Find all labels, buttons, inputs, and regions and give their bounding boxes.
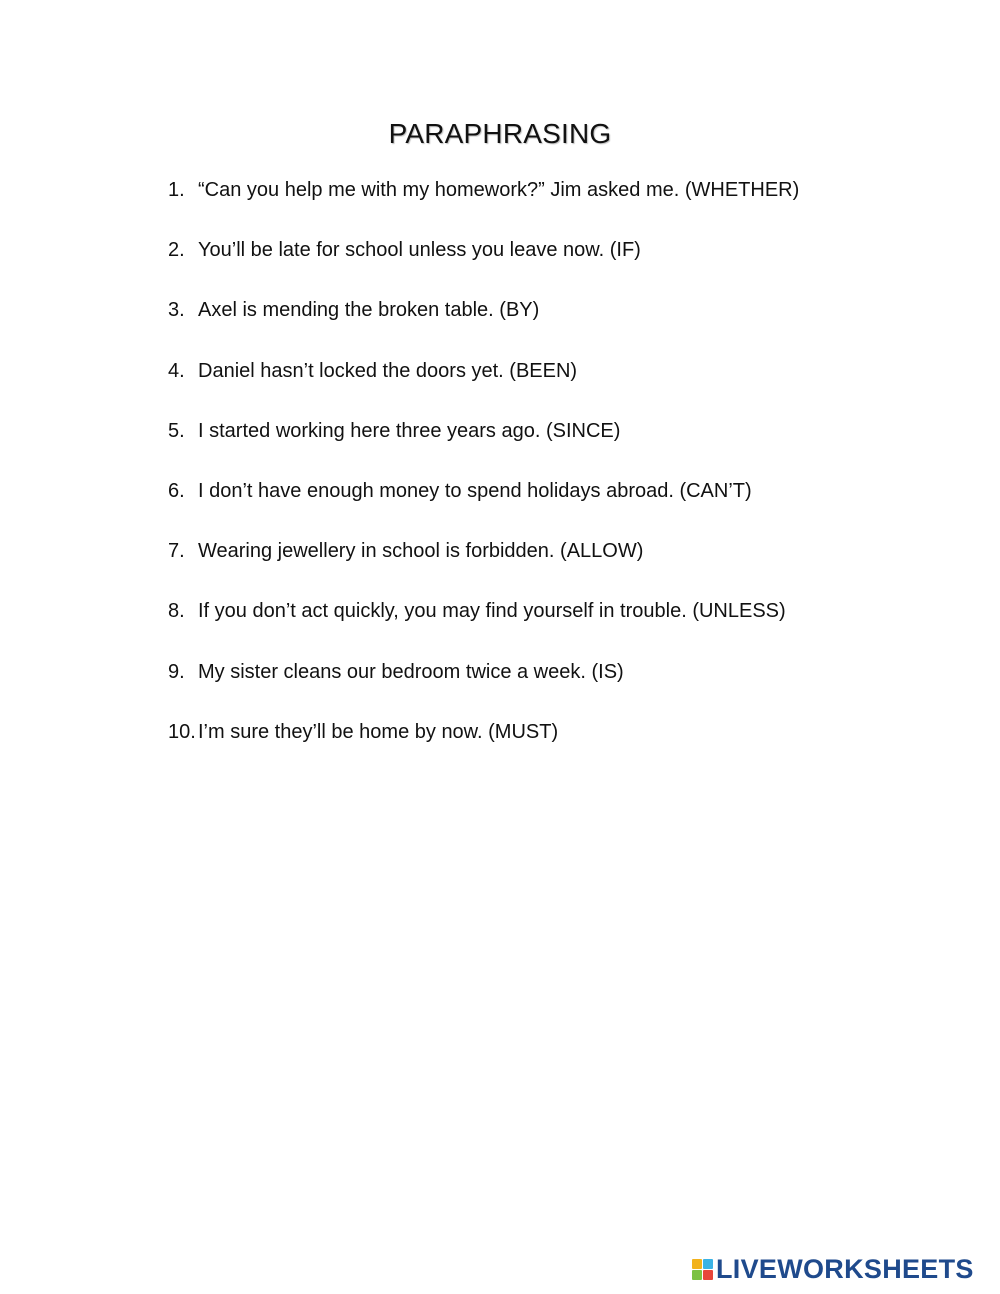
logo-block — [692, 1270, 702, 1280]
list-item — [168, 175, 799, 235]
list-item — [168, 235, 799, 295]
item-sentence: I don’t have enough money to spend holidays abroad. (CAN’T) — [198, 479, 752, 502]
item-number: 10. — [168, 720, 196, 743]
item-sentence: “Can you help me with my homework?” Jim asked me. (WHETHER) — [198, 179, 800, 201]
item-sentence: You’ll be late for school unless you leave now. (IF) — [198, 239, 641, 262]
logo-block — [692, 1259, 702, 1269]
item-number: 9. — [168, 660, 185, 683]
item-sentence: Daniel hasn’t locked the doors yet. (BEEN) — [198, 359, 578, 382]
exercise-list — [168, 175, 799, 777]
logo-block — [703, 1259, 713, 1269]
list-item — [168, 717, 799, 777]
logo-text: LIVEWORKSHEETS — [716, 1253, 974, 1284]
item-number: 3. — [168, 299, 185, 322]
item-sentence: I started working here three years ago. (SINCE) — [198, 419, 621, 442]
item-number: 6. — [168, 479, 185, 502]
item-number: 2. — [168, 239, 185, 262]
liveworksheets-logo — [692, 1254, 974, 1284]
item-number: 4. — [168, 359, 185, 382]
item-sentence: Wearing jewellery in school is forbidden. (ALLOW) — [198, 540, 644, 563]
item-number: 7. — [168, 540, 185, 563]
logo-block — [703, 1270, 713, 1280]
list-item — [168, 536, 799, 596]
logo-blocks-icon — [692, 1259, 713, 1280]
list-item — [168, 416, 799, 476]
list-item — [168, 657, 799, 717]
list-item — [168, 476, 799, 536]
item-sentence: My sister cleans our bedroom twice a week. (IS) — [198, 660, 624, 683]
list-item — [168, 596, 799, 656]
item-sentence: I’m sure they’ll be home by now. (MUST) — [198, 720, 559, 743]
item-sentence: Axel is mending the broken table. (BY) — [198, 299, 540, 322]
item-sentence: If you don’t act quickly, you may find yourself in trouble. (UNLESS) — [198, 600, 786, 623]
list-item — [168, 356, 799, 416]
item-number: 8. — [168, 600, 185, 623]
list-item — [168, 295, 799, 355]
page-title: PARAPHRASING — [388, 118, 612, 149]
item-number: 1. — [168, 179, 185, 201]
item-number: 5. — [168, 419, 185, 442]
